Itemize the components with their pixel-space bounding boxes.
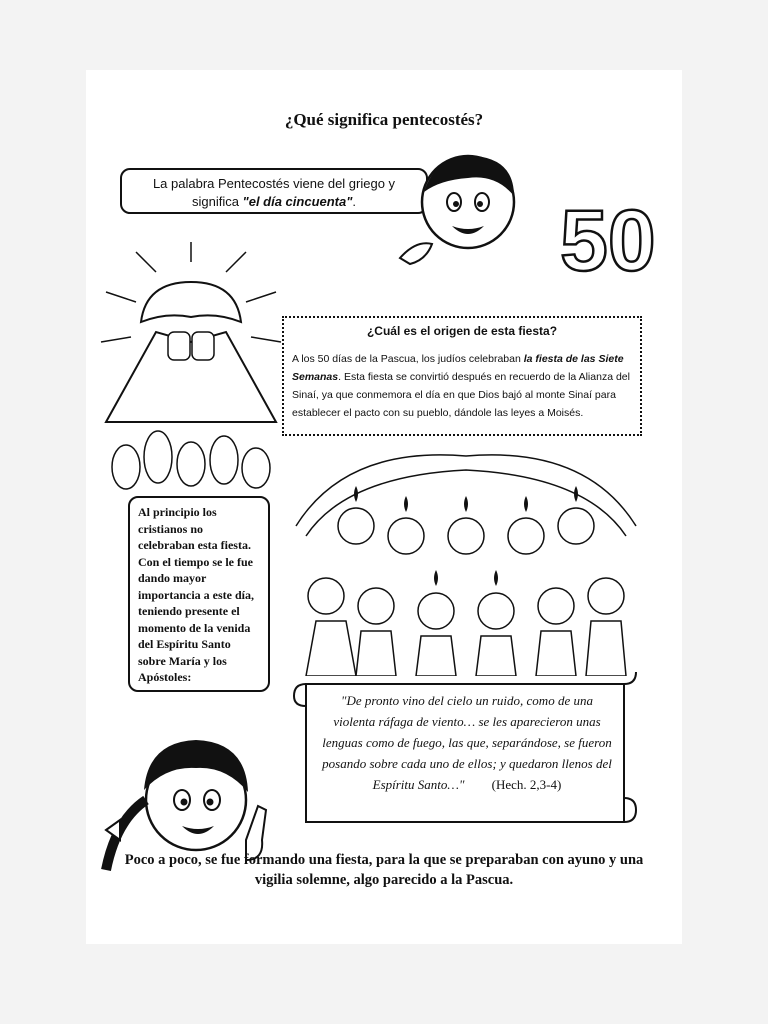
worksheet-page	[86, 70, 682, 944]
bible-quote	[322, 690, 612, 795]
origin-heading: ¿Cuál es el origen de esta fiesta?	[366, 324, 558, 338]
number-50-graphic	[558, 190, 668, 290]
intro-line-2: significa "el día cincuenta".	[191, 194, 357, 209]
boy-illustration	[396, 140, 526, 270]
mount-sinai-illustration	[96, 242, 286, 492]
quote-reference: (Hech. 2,3-4)	[491, 777, 562, 792]
origin-box	[282, 316, 642, 436]
quote-text: "De pronto vino del cielo un ruido, como de una violenta ráfaga de viento… se les aparecieron unas lenguas como de fuego, las que, separándose, se fueron posando sobre cada uno de ellos; y quedaron llenos del Espíritu Santo…"	[322, 693, 612, 792]
intro-box	[120, 168, 428, 214]
intro-line-1: La palabra Pentecostés viene del griego y	[152, 176, 396, 191]
page-title: ¿Qué significa pentecostés?	[284, 110, 484, 129]
intro-highlight: "el día cincuenta"	[242, 194, 353, 209]
closing-text: Poco a poco, se fue formando una fiesta, para la que se preparaban con ayuno y una vigilia solemne, algo parecido a la Pascua.	[124, 852, 644, 888]
pentecost-scene-illustration	[286, 446, 646, 676]
origin-text: A los 50 días de la Pascua, los judíos celebraban la fiesta de las Siete Semanas. Esta fiesta se convirtió después en recuerdo de la Alianza del Sinaí, ya que conmemora el día en que Dios bajó al monte Sinaí para establecer el pacto con su pueblo, dándole las leyes a Moisés.	[292, 353, 630, 419]
svg-text:50: 50	[560, 193, 656, 289]
history-box: Al principio los cristianos no celebraban esta fiesta. Con el tiempo se le fue dando mayor importancia a este día, teniendo presente el momento de la venida del Espíritu Santo sobre María y los Apóstoles:	[128, 496, 270, 692]
